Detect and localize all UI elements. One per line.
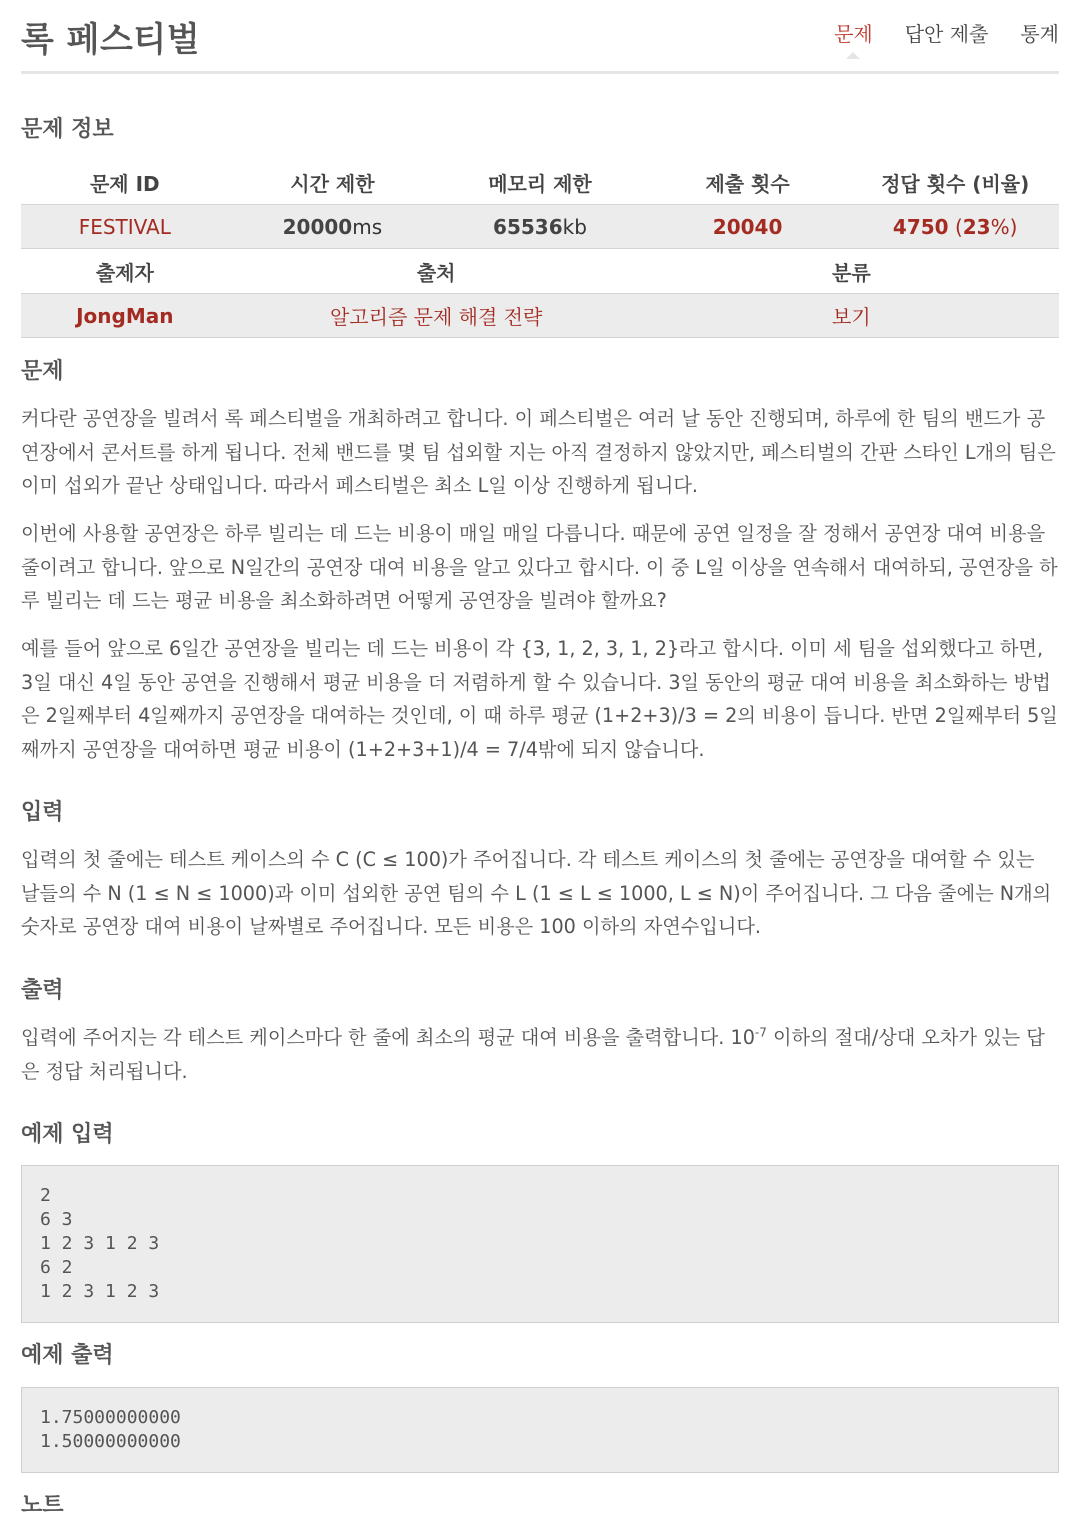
input-heading: 입력 bbox=[21, 800, 64, 825]
header-problem-id: 문제 ID bbox=[89, 171, 160, 196]
header-source: 출처 bbox=[416, 260, 456, 285]
ratio-close: %) bbox=[990, 214, 1018, 239]
sample-input-heading: 예제 입력 bbox=[21, 1122, 114, 1147]
page-header bbox=[21, 0, 1059, 74]
info-header-row-2 bbox=[21, 249, 1059, 293]
header-time-limit: 시간 제한 bbox=[290, 171, 375, 196]
time-limit-number: 20000 bbox=[282, 214, 353, 239]
author-link[interactable]: JongMan bbox=[76, 303, 174, 328]
output-exponent: -7 bbox=[754, 1025, 767, 1040]
problem-paragraph-2: 이번에 사용할 공연장은 하루 빌리는 데 드는 비용이 매일 매일 다릅니다. 때문에 공연 일정을 잘 정해서 공연장 대여 비용을 줄이려고 합니다. 앞으로 N일간의 공연장 대여 비용을 알고 있다고 합시다. 이 중 L일 이상을 연속해서 대여하되, 공연장을 하루 빌리는 데 드는 평균 비용을 최소화하려면 어떻게 공연장을 빌려야 할까요? bbox=[21, 522, 1058, 612]
output-text-before: 입력에 주어지는 각 테스트 케이스마다 한 줄에 최소의 평균 대여 비용을 출력합니다. 10 bbox=[21, 1026, 755, 1049]
sample-input-code[interactable]: 2 6 3 1 2 3 1 2 3 6 2 1 2 3 1 2 3 bbox=[21, 1165, 1059, 1323]
accepted-count: 4750 bbox=[892, 214, 949, 239]
page-title: 록 페스티벌 bbox=[21, 20, 201, 60]
memory-limit-number: 65536 bbox=[493, 214, 563, 239]
memory-limit-value bbox=[436, 215, 644, 239]
tab-problem[interactable]: 문제 bbox=[834, 18, 873, 47]
source-link[interactable]: 알고리즘 문제 해결 전략 bbox=[330, 305, 543, 329]
memory-limit-unit: kb bbox=[562, 214, 587, 239]
sample-output-code[interactable]: 1.75000000000 1.50000000000 bbox=[21, 1387, 1059, 1473]
output-text-after: 이하의 절대/상대 오차가 있는 답은 정답 처리됩니다. bbox=[21, 1026, 1045, 1083]
output-heading: 출력 bbox=[21, 978, 64, 1003]
problem-page bbox=[21, 0, 1059, 1518]
input-description: 입력의 첫 줄에는 테스트 케이스의 수 C (C ≤ 100)가 주어집니다. 각 테스트 케이스의 첫 줄에는 공연장을 대여할 수 있는 날들의 수 N (1 ≤ N ≤ 1000)과 이미 섭외한 공연 팀의 수 L (1 ≤ L ≤ 1000, L ≤ N)이 주어집니다. 그 다음 줄에는 N개의 숫자로 공연장 대여 비용이 날짜별로 주어집니다. 모든 비용은 100 이하의 자연수입니다. bbox=[21, 848, 1052, 938]
info-value-row-2 bbox=[21, 293, 1059, 338]
header-accepted: 정답 횟수 (비율) bbox=[881, 171, 1030, 196]
category-toggle[interactable]: 보기 bbox=[832, 305, 871, 329]
submissions-value: 20040 bbox=[712, 214, 783, 239]
problem-id-value: FESTIVAL bbox=[78, 214, 171, 239]
problem-paragraph-1: 커다란 공연장을 빌려서 록 페스티벌을 개최하려고 합니다. 이 페스티벌은 여러 날 동안 진행되며, 하루에 한 팀의 밴드가 공연장에서 콘서트를 하게 됩니다. 전체 밴드를 몇 팀 섭외할 지는 아직 결정하지 않았지만, 페스티벌의 간판 스타인 L개의 팀은 이미 섭외가 끝난 상태입니다. 따라서 페스티벌은 최소 L일 이상 진행하게 됩니다. bbox=[21, 407, 1056, 497]
ratio-open: ( bbox=[948, 214, 963, 239]
problem-heading: 문제 bbox=[21, 359, 64, 384]
accepted-value bbox=[851, 215, 1059, 239]
time-limit-unit: ms bbox=[352, 214, 383, 239]
header-category: 분류 bbox=[832, 260, 871, 285]
info-header-row bbox=[21, 160, 1059, 204]
problem-info-heading: 문제 정보 bbox=[21, 117, 114, 142]
header-submissions: 제출 횟수 bbox=[705, 171, 790, 196]
info-value-row bbox=[21, 204, 1059, 249]
accepted-ratio: 23 bbox=[962, 214, 991, 239]
tab-submit[interactable]: 답안 제출 bbox=[904, 22, 989, 46]
note-heading: 노트 bbox=[21, 1493, 64, 1518]
problem-paragraph-3: 예를 들어 앞으로 6일간 공연장을 빌리는 데 드는 비용이 각 {3, 1, 2, 3, 1, 2}라고 합시다. 이미 세 팀을 섭외했다고 하면, 3일 대신 4일 동안 공연을 진행해서 평균 비용을 더 저렴하게 할 수 있습니다. 3일 동안의 평균 대여 비용을 최소화하는 방법은 2일째부터 4일째까지 공연장을 대여하는 것인데, 이 때 하루 평균 (1+2+3)/3 = 2의 비용이 듭니다. 반면 2일째부터 5일째까지 공연장을 대여하면 평균 비용이 (1+2+3+1)/4 = 7/4밖에 되지 않습니다. bbox=[21, 637, 1058, 761]
tab-stats[interactable]: 통계 bbox=[1020, 22, 1059, 46]
header-memory-limit: 메모리 제한 bbox=[488, 171, 592, 196]
time-limit-value bbox=[229, 215, 437, 239]
tab-bar bbox=[802, 18, 1059, 47]
problem-info-table bbox=[21, 160, 1059, 338]
header-author: 출제자 bbox=[95, 260, 154, 285]
output-description bbox=[21, 1021, 1059, 1088]
sample-output-heading: 예제 출력 bbox=[21, 1343, 114, 1368]
